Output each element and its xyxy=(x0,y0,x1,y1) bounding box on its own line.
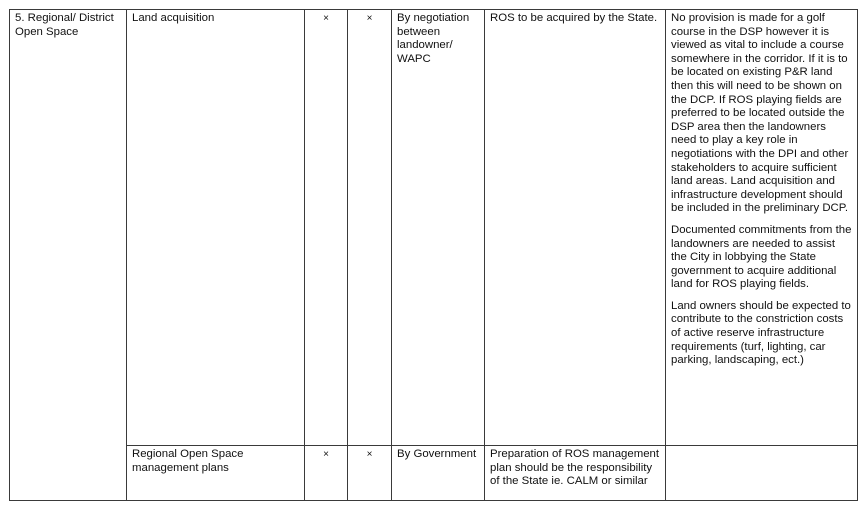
open-space-table xyxy=(9,9,858,501)
cross-mark-icon: × xyxy=(305,446,348,501)
comment-paragraph: Documented commitments from the landowners are needed to assist the City in lobbying the State government to acquire additional land for ROS playing fields. xyxy=(671,223,852,291)
cross-mark-icon: × xyxy=(348,10,392,446)
comments-cell xyxy=(666,10,858,446)
method-cell: By Government xyxy=(392,446,485,501)
responsibility-cell: ROS to be acquired by the State. xyxy=(485,10,666,446)
item-cell: Land acquisition xyxy=(127,10,305,446)
item-cell: Regional Open Space management plans xyxy=(127,446,305,501)
cross-mark-icon: × xyxy=(305,10,348,446)
table-row xyxy=(10,446,858,501)
category-cell: 5. Regional/ District Open Space xyxy=(10,10,127,501)
comment-paragraph: No provision is made for a golf course in the DSP however it is viewed as vital to include a course somewhere in the corridor. If it is to be located on existing P&R land then this will need to be shown on the DCP. If ROS playing fields are preferred to be located outside the DSP area then the landowners need to play a key role in negotiations with the DPI and other stakeholders to acquire sufficient land areas. Land acquisition and infrastructure development should be included in the preliminary DCP. xyxy=(671,12,849,215)
comment-paragraph: Land owners should be expected to contribute to the constriction costs of active reserve infrastructure requirements (turf, lighting, car parking, landscaping, ect.) xyxy=(671,299,851,367)
table-row xyxy=(10,10,858,446)
cross-mark-icon: × xyxy=(348,446,392,501)
method-cell: By negotiation between landowner/ WAPC xyxy=(392,10,485,446)
comments-cell xyxy=(666,446,858,501)
responsibility-cell: Preparation of ROS management plan should be the responsibility of the State ie. CALM or similar xyxy=(485,446,666,501)
